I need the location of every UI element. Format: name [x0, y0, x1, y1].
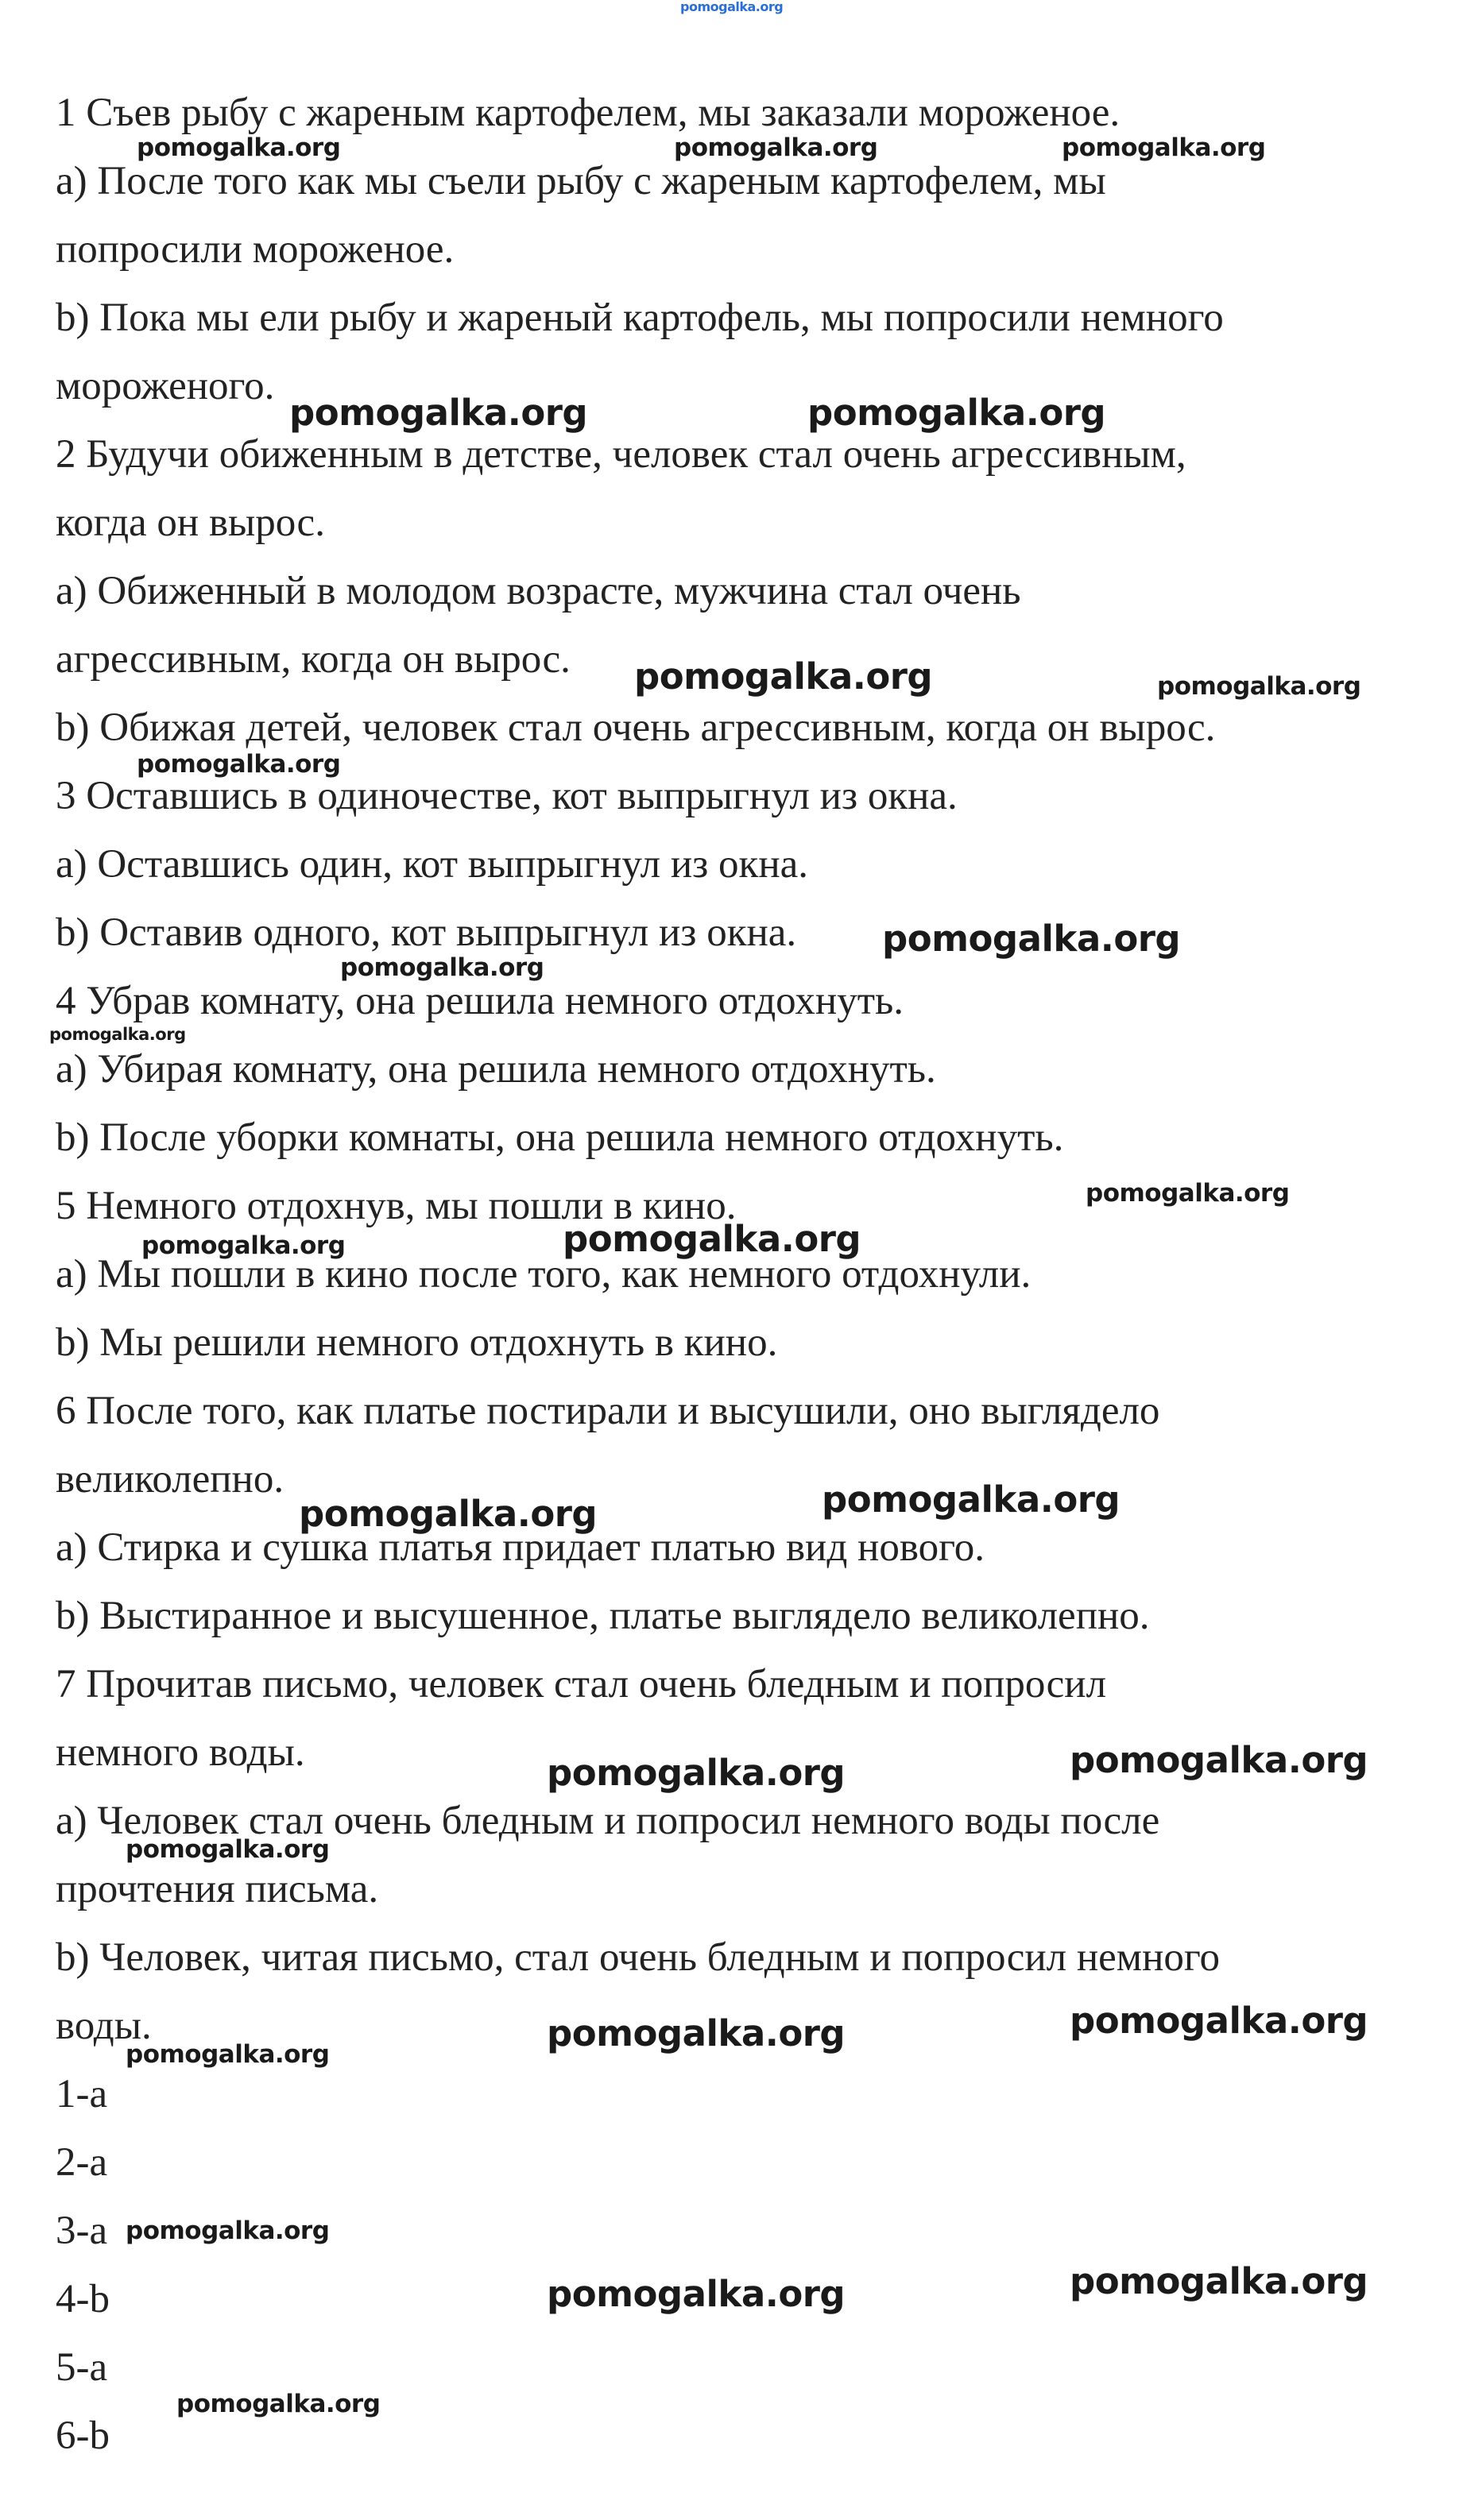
- watermark: pomogalka.org: [137, 133, 341, 162]
- watermark: pomogalka.org: [547, 2012, 846, 2054]
- option-1b-line-1: b) Пока мы ели рыбу и жареный картофель, мы попросили немного: [56, 296, 1224, 340]
- sentence-7-line-2: немного воды.: [56, 1730, 305, 1775]
- watermark: pomogalka.org: [340, 953, 544, 982]
- watermark: pomogalka.org: [137, 750, 341, 779]
- watermark: pomogalka.org: [680, 0, 784, 14]
- watermark: pomogalka.org: [822, 1478, 1121, 1521]
- watermark: pomogalka.org: [176, 2390, 381, 2418]
- option-1a-line-1: a) После того как мы съели рыбу с жареным картофелем, мы: [56, 159, 1106, 203]
- option-2a-line-1: a) Обиженный в молодом возрасте, мужчина стал очень: [56, 569, 1021, 613]
- option-6a: a) Стирка и сушка платья придает платью вид нового.: [56, 1525, 985, 1570]
- option-3b: b) Оставив одного, кот выпрыгнул из окна.: [56, 910, 797, 955]
- option-3a: a) Оставшись один, кот выпрыгнул из окна.: [56, 842, 809, 887]
- option-1b-line-2: мороженого.: [56, 364, 275, 408]
- watermark: pomogalka.org: [634, 655, 933, 698]
- option-4b: b) После уборки комнаты, она решила немного отдохнуть.: [56, 1115, 1064, 1160]
- watermark: pomogalka.org: [49, 1025, 186, 1044]
- watermark: pomogalka.org: [299, 1493, 598, 1535]
- answer-4: 4-b: [56, 2277, 110, 2321]
- sentence-2-line-2: когда он вырос.: [56, 501, 325, 545]
- watermark: pomogalka.org: [1086, 1179, 1290, 1208]
- answer-1: 1-a: [56, 2072, 108, 2116]
- option-6b: b) Выстиранное и высушенное, платье выглядело великолепно.: [56, 1594, 1150, 1638]
- watermark: pomogalka.org: [1070, 2260, 1368, 2302]
- answer-2: 2-a: [56, 2140, 108, 2185]
- watermark: pomogalka.org: [882, 918, 1181, 960]
- watermark: pomogalka.org: [126, 1835, 330, 1864]
- answer-5: 5-a: [56, 2345, 108, 2390]
- watermark: pomogalka.org: [547, 2273, 846, 2315]
- watermark: pomogalka.org: [1062, 133, 1266, 162]
- watermark: pomogalka.org: [1070, 1739, 1368, 1781]
- answer-3: 3-a: [56, 2209, 108, 2253]
- watermark: pomogalka.org: [1070, 2000, 1368, 2042]
- watermark: pomogalka.org: [126, 2040, 330, 2069]
- option-7b-line-1: b) Человек, читая письмо, стал очень бледным и попросил немного: [56, 1935, 1221, 1980]
- option-7b-line-2: воды.: [56, 2004, 152, 2048]
- option-4a: a) Убирая комнату, она решила немного отдохнуть.: [56, 1047, 936, 1092]
- sentence-5: 5 Немного отдохнув, мы пошли в кино.: [56, 1184, 737, 1228]
- watermark: pomogalka.org: [1157, 672, 1361, 701]
- watermark: pomogalka.org: [141, 1231, 346, 1260]
- option-5a: a) Мы пошли в кино после того, как немного отдохнули.: [56, 1252, 1032, 1297]
- sentence-4: 4 Убрав комнату, она решила немного отдохнуть.: [56, 979, 904, 1023]
- sentence-1: 1 Съев рыбу с жареным картофелем, мы заказали мороженое.: [56, 91, 1121, 135]
- watermark: pomogalka.org: [547, 1752, 846, 1794]
- sentence-7-line-1: 7 Прочитав письмо, человек стал очень бледным и попросил: [56, 1662, 1107, 1706]
- watermark: pomogalka.org: [289, 392, 588, 434]
- option-7a-line-2: прочтения письма.: [56, 1867, 379, 1911]
- watermark: pomogalka.org: [563, 1218, 861, 1260]
- option-7a-line-1: a) Человек стал очень бледным и попросил немного воды после: [56, 1799, 1160, 1843]
- option-2a-line-2: агрессивным, когда он вырос.: [56, 637, 571, 682]
- sentence-2-line-1: 2 Будучи обиженным в детстве, человек стал очень агрессивным,: [56, 432, 1186, 477]
- option-5b: b) Мы решили немного отдохнуть в кино.: [56, 1320, 778, 1365]
- answer-6: 6-b: [56, 2414, 110, 2458]
- sentence-6-line-2: великолепно.: [56, 1457, 284, 1502]
- sentence-3: 3 Оставшись в одиночестве, кот выпрыгнул из окна.: [56, 774, 958, 818]
- watermark: pomogalka.org: [807, 392, 1106, 434]
- watermark: pomogalka.org: [126, 2217, 330, 2245]
- option-2b: b) Обижая детей, человек стал очень агрессивным, когда он вырос.: [56, 705, 1216, 750]
- sentence-6-line-1: 6 После того, как платье постирали и высушили, оно выглядело: [56, 1389, 1160, 1433]
- option-1a-line-2: попросили мороженое.: [56, 227, 455, 272]
- watermark: pomogalka.org: [674, 133, 878, 162]
